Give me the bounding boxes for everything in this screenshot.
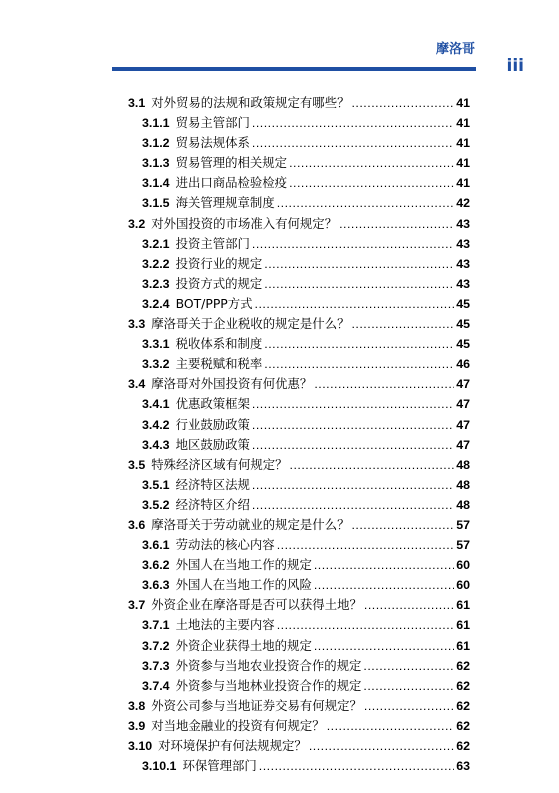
toc-entry-title: 对环境保护有何法规规定？ [158,738,307,753]
toc-entry-number: 3.1 [128,96,146,110]
toc-entry-title: 优惠政策框架 [175,396,250,412]
toc-leader-dots [252,438,454,452]
toc-entry[interactable] [128,435,470,455]
toc-entry-page: 41 [456,176,470,191]
toc-entry-title: 对外国投资的市场准入有何规定？ [151,215,338,231]
toc-entry-page: 47 [456,417,470,432]
toc-entry-page: 63 [456,759,470,774]
toc-entry-number: 3.2.2 [142,256,170,271]
toc-entry[interactable] [128,254,470,274]
toc-entry-number: 3.8 [128,698,146,713]
toc-entry-number: 3.10.1 [142,759,177,774]
toc-entry-title: 外资公司参与当地证券交易有何规定？ [151,697,362,713]
toc-entry-page: 41 [456,96,470,110]
toc-entry-title: 投资方式的规定 [175,275,263,291]
toc-leader-dots [252,237,454,251]
toc-entry-page: 48 [456,477,470,492]
header-rule [112,67,476,71]
toc-entry[interactable] [128,93,470,113]
toc-leader-dots [264,337,454,351]
toc-entry[interactable] [128,515,470,535]
toc-entry-page: 61 [456,618,470,633]
toc-entry-number: 3.1.2 [142,136,170,151]
toc-entry-title: 投资主管部门 [175,235,250,251]
toc-entry-title: 外国人在当地工作的风险 [175,577,312,593]
toc-entry-number: 3.7.3 [142,658,170,673]
toc-entry-page: 47 [456,437,470,452]
toc-entry-title: 贸易管理的相关规定 [175,155,288,171]
toc-leader-dots [290,458,455,472]
toc-leader-dots [351,317,454,331]
toc-entry-title: 外资企业获得土地的规定 [175,637,312,653]
toc-entry-page: 57 [456,517,470,532]
toc-entry[interactable] [128,294,470,314]
toc-entry-number: 3.7.1 [142,618,170,633]
toc-leader-dots [259,759,454,773]
toc-leader-dots [363,679,454,693]
toc-entry-title: 摩洛哥关于劳动就业的规定是什么？ [151,516,350,532]
toc-entry-page: 60 [456,558,470,573]
toc-entry-number: 3.9 [128,718,146,733]
toc-leader-dots [364,699,454,713]
toc-entry-page: 61 [456,598,470,613]
page-number: iii [506,56,524,76]
toc-entry-title: 经济特区介绍 [175,496,250,512]
toc-entry-number: 3.5.2 [142,497,170,512]
toc-entry[interactable] [128,113,470,133]
toc-entry-page: 45 [456,296,470,311]
toc-leader-dots [252,478,454,492]
toc-entry-title: 对外贸易的法规和政策规定有哪些？ [151,95,350,110]
toc-entry[interactable] [128,334,470,354]
toc-entry[interactable] [128,374,470,394]
toc-leader-dots [277,196,455,210]
toc-entry-number: 3.3.1 [142,337,170,352]
toc-entry[interactable] [128,555,470,575]
toc-entry[interactable] [128,153,470,173]
toc-entry-page: 42 [456,196,470,211]
toc-entry-page: 62 [456,718,470,733]
toc-leader-dots [289,156,454,170]
toc-leader-dots [289,176,454,190]
toc-entry-page: 43 [456,236,470,251]
toc-entry-page: 57 [456,538,470,553]
toc-entry-number: 3.10 [128,739,153,753]
toc-entry-number: 3.3 [128,317,146,332]
toc-entry-page: 43 [456,216,470,231]
toc-entry-page: 47 [456,377,470,392]
toc-entry-title: BOT/PPP方式 [175,295,253,311]
toc-leader-dots [255,297,455,311]
toc-entry-number: 3.6.3 [142,578,170,593]
toc-entry-number: 3.6.2 [142,558,170,573]
toc-entry-page: 62 [456,678,470,693]
toc-entry-page: 62 [456,658,470,673]
toc-entry-page: 43 [456,256,470,271]
toc-entry-page: 46 [456,357,470,372]
toc-entry-page: 62 [456,698,470,713]
toc-entry[interactable] [128,314,470,334]
toc-leader-dots [309,739,454,753]
toc-leader-dots [364,598,454,612]
toc-leader-dots [314,377,454,391]
toc-entry-title: 摩洛哥对外国投资有何优惠？ [151,376,313,392]
toc-leader-dots [339,217,454,231]
toc-leader-dots [327,719,455,733]
toc-entry-title: 环保管理部门 [182,758,257,774]
toc-leader-dots [252,418,454,432]
toc-entry-title: 贸易法规体系 [175,135,250,151]
header-title: 摩洛哥 [435,42,475,57]
toc-entry-title: 海关管理规章制度 [175,195,275,211]
toc-entry-page: 48 [456,457,470,472]
toc-entry[interactable] [128,455,470,475]
toc-entry-title: 投资行业的规定 [175,255,263,271]
toc-entry[interactable] [128,495,470,515]
toc-entry-title: 经济特区法规 [175,476,250,492]
toc-entry-page: 43 [456,276,470,291]
toc-entry[interactable] [128,274,470,294]
toc-leader-dots [252,498,454,512]
toc-entry[interactable] [128,636,470,656]
toc-leader-dots [351,518,454,532]
toc-leader-dots [363,659,454,673]
toc-entry-title: 外资参与当地农业投资合作的规定 [175,657,362,673]
toc-entry-number: 3.4.3 [142,437,170,452]
toc-entry-page: 41 [456,116,470,131]
toc-entry[interactable] [128,173,470,193]
toc-leader-dots [264,257,454,271]
toc-entry[interactable] [128,656,470,676]
toc-entry[interactable] [128,234,470,254]
toc-entry[interactable] [128,133,470,153]
toc-entry-title: 主要税赋和税率 [175,356,263,372]
toc-entry[interactable] [128,756,470,776]
toc-entry-title: 外国人在当地工作的规定 [175,557,312,573]
toc-entry-title: 特殊经济区域有何规定？ [151,456,288,472]
toc-entry[interactable] [128,193,470,213]
toc-entry-page: 41 [456,156,470,171]
toc-entry-title: 土地法的主要内容 [175,617,275,633]
toc-entry[interactable] [128,575,470,595]
toc-leader-dots [264,277,454,291]
toc-leader-dots [314,639,454,653]
toc-entry-page: 45 [456,337,470,352]
toc-entry-title: 外资企业在摩洛哥是否可以获得土地？ [151,597,362,613]
toc-entry-number: 3.2.1 [142,236,170,251]
toc-leader-dots [252,136,454,150]
toc-entry-page: 48 [456,497,470,512]
toc-leader-dots [252,397,454,411]
toc-entry-title: 摩洛哥关于企业税收的规定是什么？ [151,316,350,332]
toc-entry-number: 3.4.2 [142,417,170,432]
toc-entry-number: 3.1.1 [142,116,170,131]
toc-entry-page: 41 [456,136,470,151]
toc-entry-page: 47 [456,397,470,412]
toc-entry-page: 62 [456,739,470,753]
toc-entry-title: 外资参与当地林业投资合作的规定 [175,677,362,693]
toc-leader-dots [277,538,455,552]
toc-leader-dots [252,116,454,130]
table-of-contents [128,93,470,776]
toc-entry-number: 3.6 [128,517,146,532]
toc-entry-number: 3.2.3 [142,276,170,291]
toc-entry-title: 税收体系和制度 [175,336,263,352]
toc-leader-dots [314,578,454,592]
toc-entry-title: 贸易主管部门 [175,115,250,131]
toc-leader-dots [264,357,454,371]
toc-entry[interactable] [128,736,470,756]
toc-entry[interactable] [128,214,470,234]
toc-entry-title: 对当地金融业的投资有何规定？ [151,717,325,733]
toc-entry-number: 3.4.1 [142,397,170,412]
toc-entry[interactable] [128,354,470,374]
toc-entry-number: 3.7.2 [142,638,170,653]
toc-entry-title: 劳动法的核心内容 [175,537,275,553]
toc-entry[interactable] [128,394,470,414]
toc-entry-number: 3.7 [128,598,146,613]
toc-entry-title: 行业鼓励政策 [175,416,250,432]
toc-entry-number: 3.6.1 [142,538,170,553]
toc-entry[interactable] [128,716,470,736]
toc-entry[interactable] [128,475,470,495]
toc-entry[interactable] [128,535,470,555]
toc-entry-number: 3.2.4 [142,296,170,311]
toc-entry[interactable] [128,415,470,435]
toc-entry-number: 3.5.1 [142,477,170,492]
toc-entry[interactable] [128,615,470,635]
toc-entry-number: 3.4 [128,377,146,392]
toc-entry-number: 3.1.3 [142,156,170,171]
toc-entry[interactable] [128,696,470,716]
toc-entry-number: 3.1.5 [142,196,170,211]
toc-entry-number: 3.2 [128,216,146,231]
toc-leader-dots [314,558,454,572]
toc-entry-number: 3.1.4 [142,176,170,191]
toc-leader-dots [351,96,454,110]
toc-entry-page: 60 [456,578,470,593]
toc-entry[interactable] [128,595,470,615]
toc-entry-title: 地区鼓励政策 [175,436,250,452]
toc-entry[interactable] [128,676,470,696]
toc-entry-title: 进出口商品检验检疫 [175,175,288,191]
toc-entry-number: 3.7.4 [142,678,170,693]
toc-leader-dots [277,618,455,632]
toc-entry-page: 61 [456,638,470,653]
toc-entry-number: 3.3.2 [142,357,170,372]
toc-entry-number: 3.5 [128,457,146,472]
toc-entry-page: 45 [456,317,470,332]
